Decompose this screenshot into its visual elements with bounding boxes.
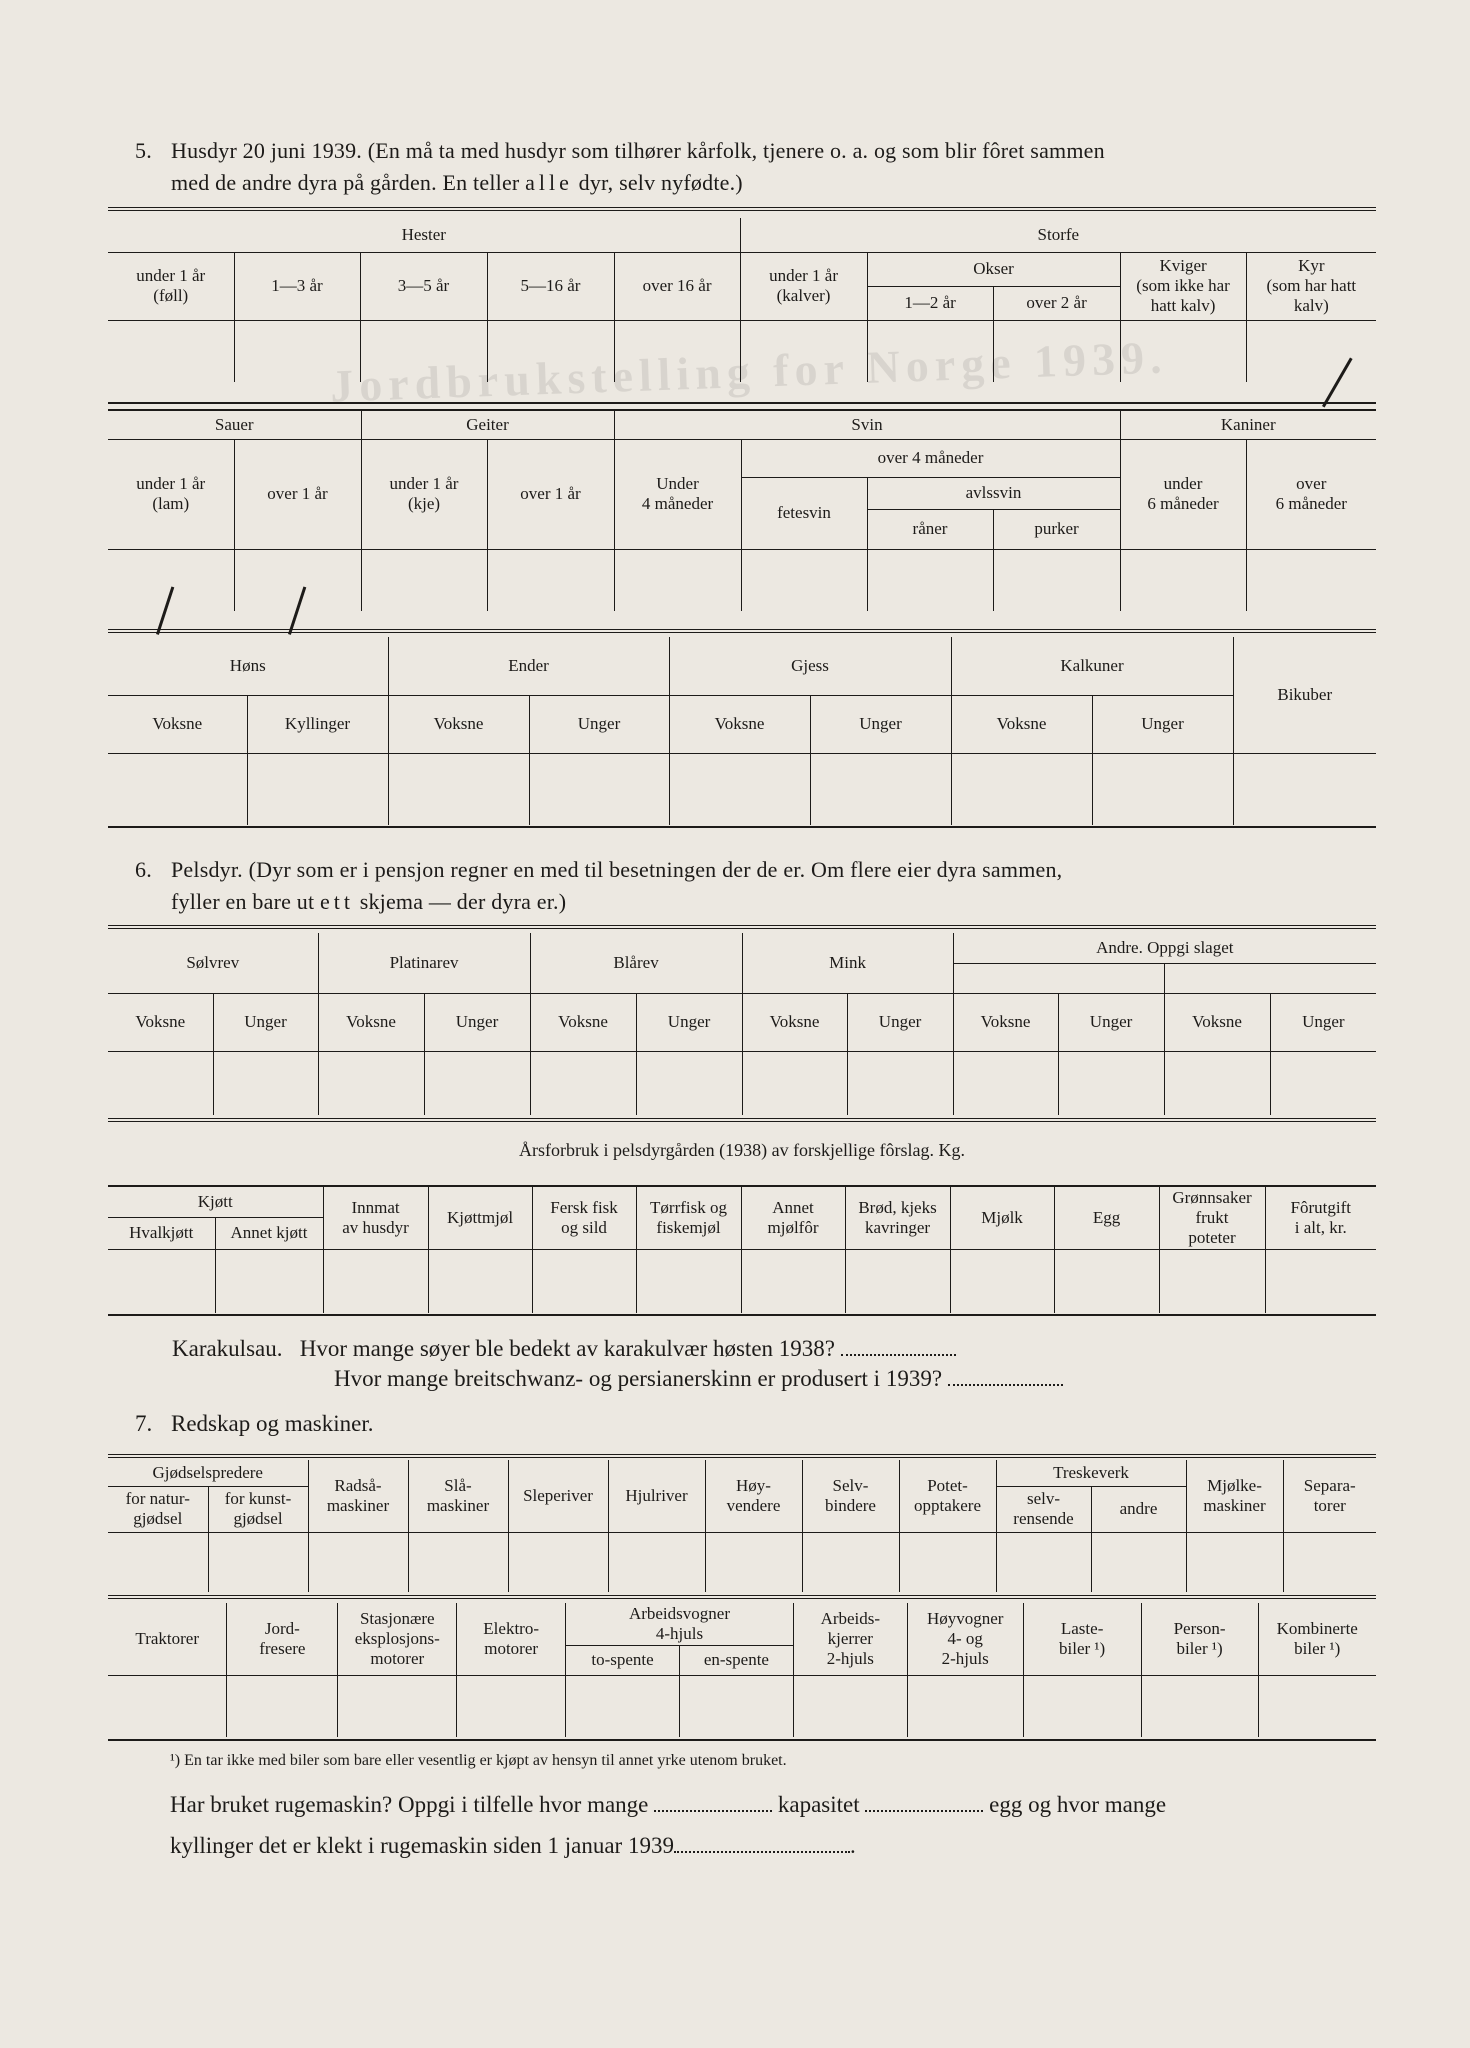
col-hvalkjott: Hvalkjøtt bbox=[108, 1217, 215, 1249]
col-tospente: to-spente bbox=[566, 1645, 680, 1675]
col-brod: Brød, kjeks kavringer bbox=[845, 1187, 950, 1249]
okser-header: Okser bbox=[867, 252, 1120, 286]
col-annet: Annet mjølfôr bbox=[741, 1187, 845, 1249]
col-ender-voksne: Voksne bbox=[388, 695, 529, 753]
col-separatorer: Separa- torer bbox=[1283, 1460, 1376, 1532]
entry-cell[interactable] bbox=[950, 1249, 1054, 1313]
gjess-header: Gjess bbox=[669, 637, 951, 695]
rule bbox=[108, 1314, 1376, 1316]
rugemaskin-egg-label: egg og hvor mange bbox=[989, 1792, 1167, 1817]
section6-line2c: skjema — der dyra er.) bbox=[359, 889, 567, 914]
col-5-16: 5—16 år bbox=[487, 252, 614, 320]
col-sleperiver: Sleperiver bbox=[508, 1460, 608, 1532]
entry-cell[interactable] bbox=[1159, 1249, 1265, 1313]
col-kombinerte: Kombinerte biler ¹) bbox=[1258, 1603, 1376, 1675]
entry-cell[interactable] bbox=[338, 1675, 457, 1737]
col-voksne: Voksne bbox=[953, 993, 1058, 1051]
col-jordfresere: Jord- freserе bbox=[227, 1603, 338, 1675]
entry-cell[interactable] bbox=[108, 753, 247, 825]
entry-cell[interactable] bbox=[1058, 1051, 1164, 1115]
col-over16: over 16 år bbox=[614, 252, 740, 320]
blarev-header: Blårev bbox=[530, 933, 742, 993]
col-okser-1-2: 1—2 år bbox=[867, 286, 993, 320]
entry-cell[interactable] bbox=[566, 1675, 680, 1737]
entry-cell[interactable] bbox=[740, 320, 867, 382]
entry-cell[interactable] bbox=[108, 1051, 213, 1115]
karakul-line1 bbox=[172, 1333, 956, 1365]
col-gjess-unger: Unger bbox=[810, 695, 951, 753]
entry-cell[interactable] bbox=[793, 1675, 907, 1737]
entry-cell[interactable] bbox=[899, 1532, 996, 1592]
rule bbox=[108, 402, 1376, 404]
forbruk-title: Årsforbruk i pelsdyrgården (1938) av forskjellige fôrslag. Kg. bbox=[518, 1140, 966, 1160]
entry-cell[interactable] bbox=[614, 549, 741, 611]
table-forbruk bbox=[108, 1187, 1376, 1313]
bleed-through-title: Jordbrukstelling for Norge 1939. bbox=[329, 331, 1169, 412]
rugemaskin-kyllinger-field[interactable] bbox=[674, 1837, 850, 1853]
entry-cell[interactable] bbox=[108, 320, 234, 382]
col-selvrensende: selv- rensende bbox=[996, 1486, 1091, 1532]
entry-cell[interactable] bbox=[1054, 1249, 1159, 1313]
hons-header: Høns bbox=[108, 637, 388, 695]
table-smaafe bbox=[108, 411, 1376, 611]
entry-cell[interactable] bbox=[993, 549, 1120, 611]
rugemaskin-count-field[interactable] bbox=[654, 1796, 772, 1812]
rule bbox=[108, 826, 1376, 828]
rugemaskin-kapasitet-label: kapasitet bbox=[777, 1792, 860, 1817]
entry-cell[interactable] bbox=[1141, 1675, 1258, 1737]
entry-cell[interactable] bbox=[508, 1532, 608, 1592]
col-ender-unger: Unger bbox=[529, 695, 669, 753]
entry-cell[interactable] bbox=[867, 549, 993, 611]
col-kunstgjodsel: for kunst- gjødsel bbox=[208, 1486, 308, 1532]
platinarev-header: Platinarev bbox=[318, 933, 530, 993]
entry-cell[interactable] bbox=[705, 1532, 802, 1592]
col-innmat: Innmat av husdyr bbox=[323, 1187, 428, 1249]
hester-header: Hester bbox=[108, 218, 740, 252]
entry-cell[interactable] bbox=[318, 1051, 424, 1115]
col-sla: Slå- maskiner bbox=[408, 1460, 508, 1532]
storfe-header: Storfe bbox=[740, 218, 1376, 252]
section6-text bbox=[135, 854, 1380, 918]
entry-cell[interactable] bbox=[867, 320, 993, 382]
col-voksne: Voksne bbox=[742, 993, 847, 1051]
col-kje: under 1 år (kje) bbox=[361, 439, 487, 549]
entry-cell[interactable] bbox=[323, 1249, 428, 1313]
col-arbeidskjerrer: Arbeids- kjerrer 2-hjuls bbox=[793, 1603, 907, 1675]
entry-cell[interactable] bbox=[308, 1532, 408, 1592]
col-3-5: 3—5 år bbox=[360, 252, 487, 320]
entry-cell[interactable] bbox=[487, 320, 614, 382]
rugemaskin-question: Har bruket rugemaskin? Oppgi i tilfelle hvor mange bbox=[170, 1792, 649, 1817]
table-hester-storfe bbox=[108, 218, 1376, 382]
col-kanin-under6: under 6 måneder bbox=[1120, 439, 1246, 549]
entry-cell[interactable] bbox=[845, 1249, 950, 1313]
section5-line2a: med de andre dyra på gården. En teller bbox=[171, 170, 520, 195]
svin-header: Svin bbox=[614, 411, 1120, 439]
entry-cell[interactable] bbox=[1246, 549, 1376, 611]
rugemaskin-capacity-field[interactable] bbox=[865, 1796, 983, 1812]
entry-cell[interactable] bbox=[1233, 753, 1376, 825]
solvrev-header: Sølvrev bbox=[108, 933, 318, 993]
entry-cell[interactable] bbox=[1186, 1532, 1283, 1592]
col-kanin-over6: over 6 måneder bbox=[1246, 439, 1376, 549]
col-sau-over1: over 1 år bbox=[234, 439, 361, 549]
bikuber-header: Bikuber bbox=[1233, 637, 1376, 753]
entry-cell[interactable] bbox=[679, 1675, 793, 1737]
karakul-answer1[interactable] bbox=[841, 1340, 956, 1356]
col-stasjonaere: Stasjonære eksplosjons- motorer bbox=[338, 1603, 457, 1675]
col-lam: under 1 år (lam) bbox=[108, 439, 234, 549]
section6-number: 6. bbox=[135, 857, 152, 882]
entry-cell[interactable] bbox=[530, 1051, 636, 1115]
entry-cell[interactable] bbox=[108, 1675, 227, 1737]
geiter-header: Geiter bbox=[361, 411, 614, 439]
sauer-header: Sauer bbox=[108, 411, 361, 439]
rule bbox=[108, 629, 1376, 633]
entry-cell[interactable] bbox=[742, 1051, 847, 1115]
col-foll: under 1 år (føll) bbox=[108, 252, 234, 320]
col-hoyvendere: Høy- vendere bbox=[705, 1460, 802, 1532]
karakul-label: Karakulsau. bbox=[172, 1336, 283, 1361]
entry-cell[interactable] bbox=[608, 1532, 705, 1592]
entry-cell[interactable] bbox=[108, 549, 234, 611]
andre-sub2[interactable] bbox=[1164, 963, 1376, 993]
col-gronnsaker: Grønnsaker frukt poteter bbox=[1159, 1187, 1265, 1249]
rule bbox=[108, 1739, 1376, 1741]
entry-cell[interactable] bbox=[247, 753, 388, 825]
rugemaskin-kyllinger-label: kyllinger det er klekt i rugemaskin siden 1 januar 1939 bbox=[170, 1833, 674, 1858]
col-kyllinger: Kyllinger bbox=[247, 695, 388, 753]
col-gjess-voksne: Voksne bbox=[669, 695, 810, 753]
entry-cell[interactable] bbox=[361, 549, 487, 611]
section7-number: 7. bbox=[135, 1411, 153, 1436]
entry-cell[interactable] bbox=[408, 1532, 508, 1592]
entry-cell[interactable] bbox=[741, 549, 867, 611]
col-annetkjott: Annet kjøtt bbox=[215, 1217, 323, 1249]
section5-number: 5. bbox=[135, 138, 152, 163]
entry-cell[interactable] bbox=[529, 753, 669, 825]
col-hoyvogner: Høyvogner 4- og 2-hjuls bbox=[907, 1603, 1023, 1675]
rule bbox=[108, 925, 1376, 929]
entry-cell[interactable] bbox=[1246, 320, 1376, 382]
col-voksne: Voksne bbox=[530, 993, 636, 1051]
karakul-q1: Hvor mange søyer ble bedekt av karakulvær høsten 1938? bbox=[299, 1336, 835, 1361]
ender-header: Ender bbox=[388, 637, 669, 695]
entry-cell[interactable] bbox=[108, 1532, 208, 1592]
rule bbox=[108, 1454, 1376, 1458]
entry-cell[interactable] bbox=[802, 1532, 899, 1592]
col-voksne: Voksne bbox=[318, 993, 424, 1051]
entry-cell[interactable] bbox=[669, 753, 810, 825]
section6-line1: Pelsdyr. (Dyr som er i pensjon regner en med til besetningen der de er. Om flere eier dyra sammen, bbox=[171, 857, 1063, 882]
col-elektromotorer: Elektro- motorer bbox=[457, 1603, 566, 1675]
entry-cell[interactable] bbox=[1120, 549, 1246, 611]
entry-cell[interactable] bbox=[847, 1051, 953, 1115]
karakul-q2: Hvor mange breitschwanz- og persianerskinn er produsert i 1939? bbox=[334, 1366, 943, 1391]
col-voksne: Voksne bbox=[108, 993, 213, 1051]
entry-cell[interactable] bbox=[457, 1675, 566, 1737]
col-hjulriver: Hjulriver bbox=[608, 1460, 705, 1532]
entry-cell[interactable] bbox=[907, 1675, 1023, 1737]
section6-line2b: ett bbox=[319, 889, 354, 914]
entry-cell[interactable] bbox=[614, 320, 740, 382]
entry-cell[interactable] bbox=[532, 1249, 636, 1313]
entry-cell[interactable] bbox=[741, 1249, 845, 1313]
entry-cell[interactable] bbox=[1023, 1675, 1141, 1737]
andre-sub1[interactable] bbox=[953, 963, 1164, 993]
col-lastebiler: Laste- biler ¹) bbox=[1023, 1603, 1141, 1675]
entry-cell[interactable] bbox=[487, 549, 614, 611]
footnote: ¹) En tar ikke med biler som bare eller vesentlig er kjøpt av hensyn til annet yrke utenom bruket. bbox=[170, 1752, 787, 1769]
rule bbox=[108, 1118, 1376, 1122]
andre-header: Andre. Oppgi slaget bbox=[953, 933, 1376, 963]
col-kalkuner-voksne: Voksne bbox=[951, 695, 1092, 753]
section5-line1: Husdyr 20 juni 1939. (En må ta med husdyr som tilhører kårfolk, tjenere o. a. og som blir fôret sammen bbox=[171, 138, 1105, 163]
section5-line2c: dyr, selv nyfødte.) bbox=[578, 170, 743, 195]
col-radsa: Radså- maskiner bbox=[308, 1460, 408, 1532]
col-kalver: under 1 år (kalver) bbox=[740, 252, 867, 320]
col-traktorer: Traktorer bbox=[108, 1603, 227, 1675]
section7-heading bbox=[135, 1408, 374, 1440]
entry-cell[interactable] bbox=[1265, 1249, 1376, 1313]
entry-cell[interactable] bbox=[636, 1249, 741, 1313]
col-kalkuner-unger: Unger bbox=[1092, 695, 1233, 753]
col-hons-voksne: Voksne bbox=[108, 695, 247, 753]
entry-cell[interactable] bbox=[424, 1051, 530, 1115]
rule bbox=[108, 207, 1376, 211]
rugemaskin-line2 bbox=[170, 1830, 856, 1862]
entry-cell[interactable] bbox=[1092, 753, 1233, 825]
col-enspente: en-spente bbox=[679, 1645, 793, 1675]
section6-line2a: fyller en bare ut bbox=[171, 889, 315, 914]
entry-cell[interactable] bbox=[428, 1249, 532, 1313]
entry-cell[interactable] bbox=[208, 1532, 308, 1592]
gjodsel-header: Gjødselspredere bbox=[108, 1460, 308, 1486]
col-unger: Unger bbox=[1058, 993, 1164, 1051]
col-personbiler: Person- biler ¹) bbox=[1141, 1603, 1258, 1675]
entry-cell[interactable] bbox=[108, 1249, 215, 1313]
col-fetesvin: fetesvin bbox=[741, 477, 867, 549]
kaniner-header: Kaniner bbox=[1120, 411, 1376, 439]
entry-cell[interactable] bbox=[1270, 1051, 1376, 1115]
table-maskiner bbox=[108, 1603, 1376, 1737]
col-fersk: Fersk fisk og sild bbox=[532, 1187, 636, 1249]
col-svin-under4: Under 4 måneder bbox=[614, 439, 741, 549]
col-raner: råner bbox=[867, 509, 993, 549]
entry-cell[interactable] bbox=[636, 1051, 742, 1115]
entry-cell[interactable] bbox=[1164, 1051, 1270, 1115]
col-unger: Unger bbox=[213, 993, 318, 1051]
entry-cell[interactable] bbox=[215, 1249, 323, 1313]
entry-cell[interactable] bbox=[1258, 1675, 1376, 1737]
rugemaskin-line1 bbox=[170, 1789, 1166, 1821]
section5-line2b: alle bbox=[525, 170, 573, 195]
kjott-header: Kjøtt bbox=[108, 1187, 323, 1217]
table-pelsdyr bbox=[108, 933, 1376, 1115]
avlssvin-header: avlssvin bbox=[867, 477, 1120, 509]
entry-cell[interactable] bbox=[234, 320, 360, 382]
entry-cell[interactable] bbox=[996, 1532, 1091, 1592]
col-naturgjodsel: for natur- gjødsel bbox=[108, 1486, 208, 1532]
col-unger: Unger bbox=[636, 993, 742, 1051]
col-1-3: 1—3 år bbox=[234, 252, 360, 320]
section5-text bbox=[135, 135, 1380, 199]
entry-cell[interactable] bbox=[1120, 320, 1246, 382]
table-fjorfe bbox=[108, 637, 1376, 825]
entry-cell[interactable] bbox=[1283, 1532, 1376, 1592]
col-unger: Unger bbox=[424, 993, 530, 1051]
entry-cell[interactable] bbox=[1091, 1532, 1186, 1592]
entry-cell[interactable] bbox=[227, 1675, 338, 1737]
entry-cell[interactable] bbox=[993, 320, 1120, 382]
tresk-header: Treskeverk bbox=[996, 1460, 1186, 1486]
section7-title: Redskap og maskiner. bbox=[171, 1411, 374, 1436]
col-voksne: Voksne bbox=[1164, 993, 1270, 1051]
col-mjolkemaskiner: Mjølke- maskiner bbox=[1186, 1460, 1283, 1532]
entry-cell[interactable] bbox=[213, 1051, 318, 1115]
col-unger: Unger bbox=[847, 993, 953, 1051]
kalkuner-header: Kalkuner bbox=[951, 637, 1233, 695]
entry-cell[interactable] bbox=[953, 1051, 1058, 1115]
col-selvbindere: Selv- bindere bbox=[802, 1460, 899, 1532]
col-kjottmjol: Kjøttmjøl bbox=[428, 1187, 532, 1249]
rugemaskin-period: . bbox=[849, 1833, 856, 1858]
table-redskap bbox=[108, 1460, 1376, 1592]
col-purker: purker bbox=[993, 509, 1120, 549]
col-potetopptakere: Potet- opptakere bbox=[899, 1460, 996, 1532]
entry-cell[interactable] bbox=[951, 753, 1092, 825]
arbeidsvogner-header: Arbeidsvogner 4-hjuls bbox=[566, 1603, 794, 1645]
col-torrfisk: Tørrfisk og fiskemjøl bbox=[636, 1187, 741, 1249]
entry-cell[interactable] bbox=[810, 753, 951, 825]
col-geit-over1: over 1 år bbox=[487, 439, 614, 549]
col-kviger: Kviger (som ikke har hatt kalv) bbox=[1120, 252, 1246, 320]
entry-cell[interactable] bbox=[388, 753, 529, 825]
karakul-answer2[interactable] bbox=[948, 1370, 1063, 1386]
mink-header: Mink bbox=[742, 933, 953, 993]
col-mjolk: Mjølk bbox=[950, 1187, 1054, 1249]
over4-header: over 4 måneder bbox=[741, 439, 1120, 477]
col-egg: Egg bbox=[1054, 1187, 1159, 1249]
col-kyr: Kyr (som har hatt kalv) bbox=[1246, 252, 1376, 320]
rule bbox=[108, 1595, 1376, 1599]
col-andre: andre bbox=[1091, 1486, 1186, 1532]
col-forutgift: Fôrutgift i alt, kr. bbox=[1265, 1187, 1376, 1249]
entry-cell[interactable] bbox=[360, 320, 487, 382]
col-unger: Unger bbox=[1270, 993, 1376, 1051]
col-okser-over2: over 2 år bbox=[993, 286, 1120, 320]
karakul-line2 bbox=[334, 1363, 1063, 1395]
